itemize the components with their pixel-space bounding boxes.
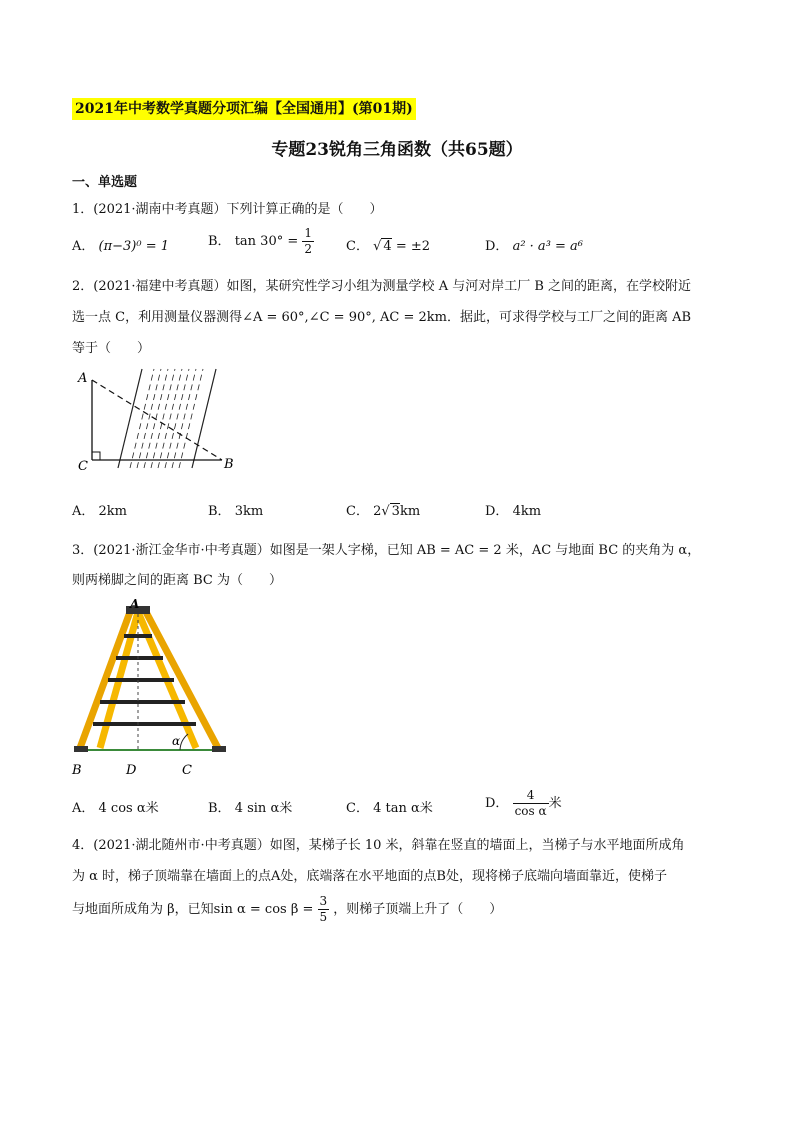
river-bank-left bbox=[118, 369, 142, 468]
numerator: 1 bbox=[304, 226, 313, 240]
sqrt-symbol: √ bbox=[373, 239, 382, 254]
option-text: = ±2 bbox=[395, 239, 431, 254]
option-label: A． bbox=[72, 239, 95, 254]
line-text: ，则梯子顶端上升了（ ） bbox=[333, 902, 503, 917]
label-b: B bbox=[224, 457, 234, 472]
radicand: 3 bbox=[391, 504, 400, 519]
side-ab bbox=[92, 380, 222, 460]
label-alpha: α bbox=[172, 734, 181, 748]
option-label: D． bbox=[485, 504, 509, 519]
question-2-line-3: 等于（ ） bbox=[72, 341, 151, 356]
q2-option-a bbox=[72, 500, 127, 519]
river-hatching bbox=[130, 369, 203, 468]
question-4-line-3 bbox=[72, 894, 502, 925]
section-heading: 一、单选题 bbox=[72, 175, 138, 190]
option-text: 4km bbox=[512, 504, 542, 519]
river-bank-right bbox=[192, 369, 216, 468]
denominator: 2 bbox=[304, 242, 313, 256]
q1-option-a bbox=[72, 235, 169, 254]
label-c: C bbox=[78, 459, 88, 474]
river-triangle-figure bbox=[72, 364, 252, 476]
option-text: (π−3)⁰ = 1 bbox=[98, 239, 170, 254]
numerator: 4 bbox=[513, 788, 549, 804]
option-label: A． bbox=[72, 504, 95, 519]
q1-option-b bbox=[208, 226, 314, 257]
coefficient: 2 bbox=[373, 504, 382, 519]
option-text: 4 sin α米 bbox=[234, 801, 293, 816]
q1-option-c bbox=[346, 235, 430, 254]
angle-alpha-arc bbox=[180, 734, 188, 750]
q2-option-b bbox=[208, 500, 263, 519]
option-text: 3km bbox=[234, 504, 264, 519]
foot-left bbox=[74, 746, 88, 752]
right-angle-mark bbox=[92, 452, 100, 460]
page-title: 专题23锐角三角函数（共65题） bbox=[271, 140, 523, 160]
option-text: a² · a³ = a⁶ bbox=[512, 239, 584, 254]
option-text: tan 30° = bbox=[234, 234, 299, 249]
foot-right bbox=[212, 746, 226, 752]
option-text: 2km bbox=[98, 504, 128, 519]
q3-option-d bbox=[485, 788, 562, 819]
fraction bbox=[513, 788, 549, 819]
q3-option-c bbox=[346, 797, 433, 816]
radicand: 4 bbox=[383, 239, 392, 254]
option-label: B． bbox=[208, 504, 231, 519]
question-3-line-2: 则两梯脚之间的距离 BC 为（ ） bbox=[72, 573, 283, 588]
option-label: D． bbox=[485, 796, 509, 811]
denominator: cos α bbox=[514, 804, 547, 818]
option-text: 4 tan α米 bbox=[373, 801, 433, 816]
ladder-figure bbox=[68, 598, 238, 783]
q3-option-a bbox=[72, 797, 159, 816]
option-label: B． bbox=[208, 234, 231, 249]
denominator: 5 bbox=[319, 910, 328, 924]
label-d: D bbox=[126, 763, 137, 778]
label-c: C bbox=[182, 763, 192, 778]
option-label: C． bbox=[346, 801, 369, 816]
question-2-line-1: 2．(2021·福建中考真题）如图，某研究性学习小组为测量学校 A 与河对岸工厂 B 之间的距离，在学校附近 bbox=[72, 279, 692, 294]
numerator: 3 bbox=[319, 894, 328, 908]
q2-option-c bbox=[346, 500, 420, 519]
question-1-stem: 1．(2021·湖南中考真题）下列计算正确的是（ ） bbox=[72, 202, 383, 217]
option-label: C． bbox=[346, 504, 369, 519]
option-label: A． bbox=[72, 801, 95, 816]
label-a: A bbox=[130, 598, 140, 611]
unit: 米 bbox=[548, 796, 562, 811]
question-4-line-1: 4．(2021·湖北随州市·中考真题）如图，某梯子长 10 米，斜靠在竖直的墙面上，当梯子与水平地面所成角 bbox=[72, 838, 685, 853]
unit: km bbox=[399, 504, 421, 519]
option-label: B． bbox=[208, 801, 231, 816]
fraction bbox=[318, 894, 330, 925]
question-3-line-1: 3．(2021·浙江金华市·中考真题）如图是一架人字梯，已知 AB = AC = 2 米，AC 与地面 BC 的夹角为 α， bbox=[72, 543, 701, 558]
series-header: 2021年中考数学真题分项汇编【全国通用】(第01期) bbox=[72, 98, 416, 120]
option-label: D． bbox=[485, 239, 509, 254]
question-4-line-2: 为 α 时，梯子顶端靠在墙面上的点A处，底端落在水平地面的点B处，现将梯子底端向墙面靠近，使梯子 bbox=[72, 869, 667, 884]
q1-option-d bbox=[485, 235, 583, 254]
question-2-line-2: 选一点 C，利用测量仪器测得∠A = 60°,∠C = 90°, AC = 2km．据此，可求得学校与工厂之间的距离 AB bbox=[72, 310, 692, 325]
line-text: 与地面所成角为 β，已知sin α = cos β = bbox=[72, 902, 314, 917]
q2-option-d bbox=[485, 500, 541, 519]
option-text: 4 cos α米 bbox=[98, 801, 159, 816]
sqrt-symbol: √ bbox=[381, 504, 390, 519]
label-b: B bbox=[72, 763, 82, 778]
q3-option-b bbox=[208, 797, 292, 816]
fraction bbox=[302, 226, 314, 257]
label-a: A bbox=[78, 371, 88, 386]
option-label: C． bbox=[346, 239, 369, 254]
